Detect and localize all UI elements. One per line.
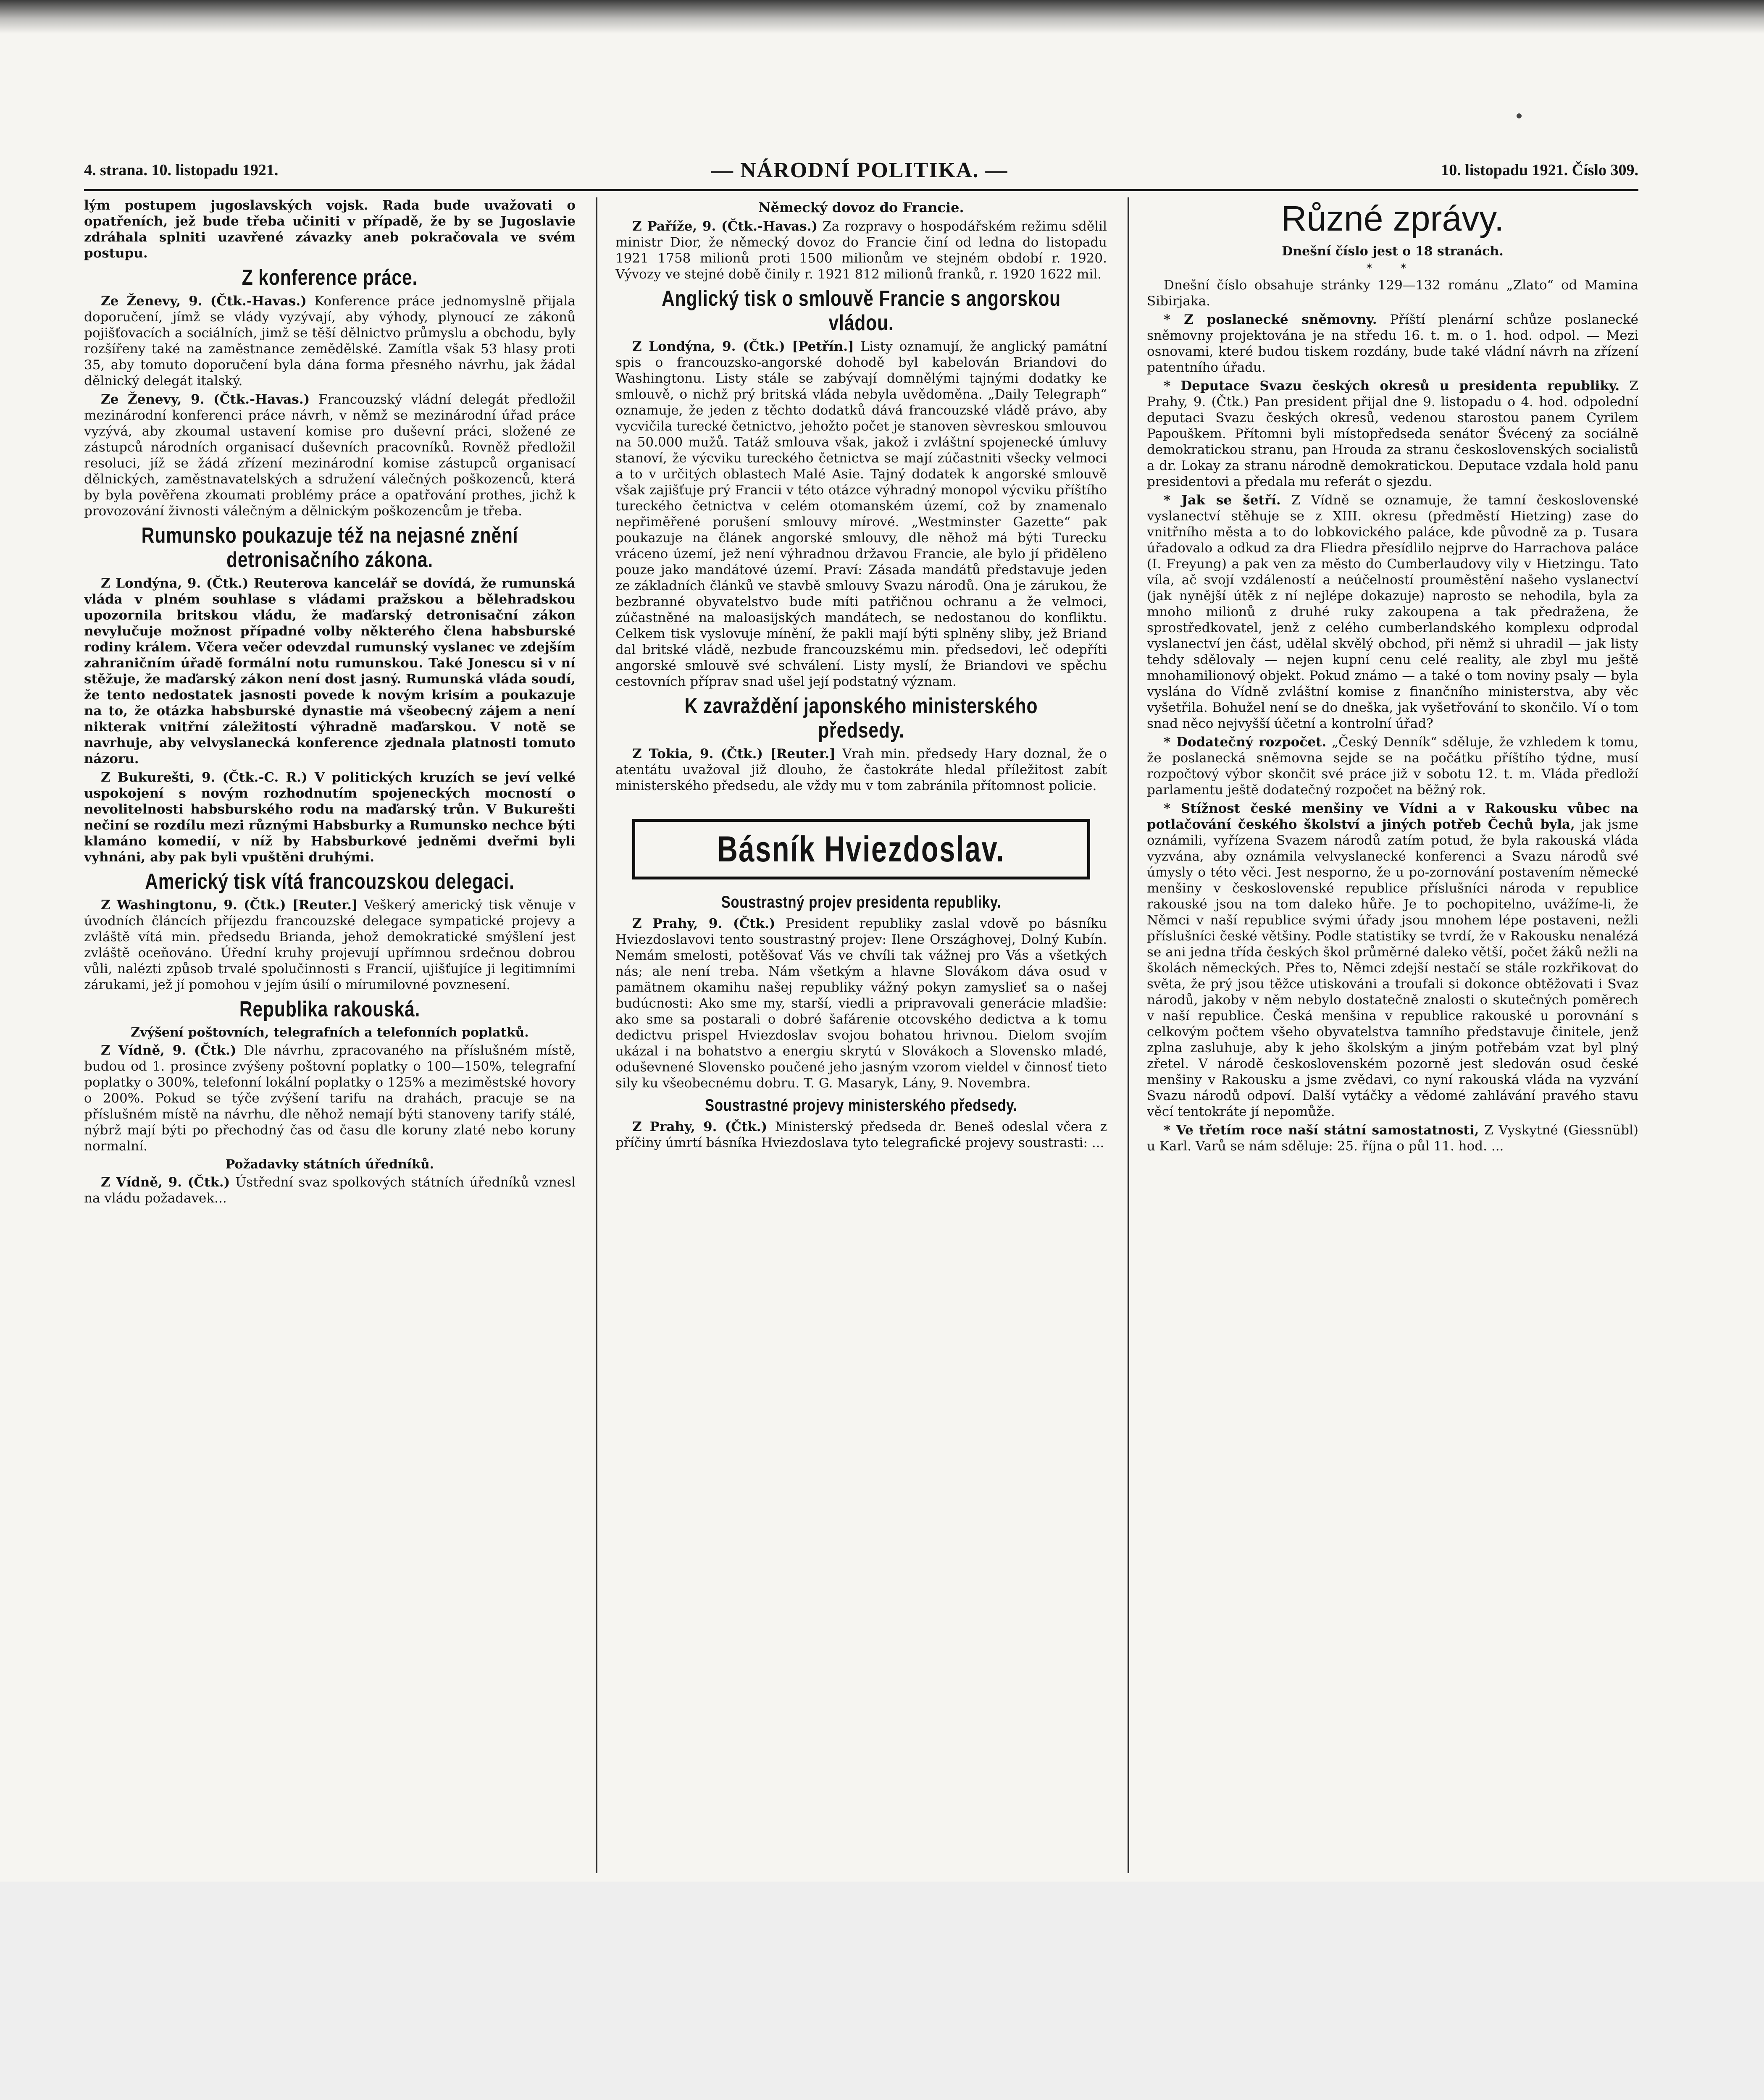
article-paragraph: Z Prahy, 9. (Čtk.) Ministerský předseda dr. Beneš odeslal včera z příčiny úmrtí básníka Hviezdoslava tyto telegrafické projevy soustrasti: ... bbox=[615, 1119, 1107, 1150]
continued-text: lým postupem jugoslavských vojsk. Rada bude uvažovati o opatřeních, jež bude třeba učiniti v případě, že by se Jugoslavie zdráhala splniti uzavřené závazky aneb pokračovala ve svém postupu. bbox=[84, 198, 576, 261]
subheadline: Zvýšení poštovních, telegrafních a telefonních poplatků. bbox=[131, 1025, 529, 1040]
column-1 bbox=[84, 197, 576, 1877]
page-header bbox=[84, 151, 1638, 191]
article-paragraph: Z Vídně, 9. (Čtk.) Ústřední svaz spolkových státních úředníků vznesl na vládu požadavek... bbox=[84, 1175, 576, 1206]
section-divider: * * bbox=[1366, 262, 1419, 275]
masthead: — NÁRODNÍ POLITIKA. — bbox=[711, 158, 1008, 182]
article-paragraph: Z Washingtonu, 9. (Čtk.) [Reuter.] Veškerý americký tisk věnuje v úvodních článcích příjezdu francouzské delegace sympatické projevy a zvláště vítá min. předsedu Brianda, jehož demokratické smýšlení jest zvláště oceňováno. Úřední kruhy projevují upřímnou srdečnou dobrou vůli, nalézti způsob trvalé spolučinnosti s Francií, ujišťujíce ji legitimními zárukami, jež jí pomohou v jejím úsilí o mírumilovné povznesení. bbox=[84, 898, 576, 992]
section-title-ruzne-zpravy: Různé zprávy. bbox=[1281, 199, 1504, 238]
article-paragraph: Z Londýna, 9. (Čtk.) [Petřín.] Listy oznamují, že anglický památní spis o francouzsko-angorské dohodě byl kabelován Briandovi do Washingtonu. Listy stále se zabývají domnělými tajnými dodatky ke smlouvě, o nichž prý britská vláda nebyla uvědoměna. „Daily Telegraph“ oznamuje, že jeden z těchto dodatků dává francouzské vládě právo, aby vycvičila turecké četnictvo, jehožto počet je stanoven sèvreskou smlouvou na 50.000 mužů. Tatáž smlouva však, jakož i zvláštní spojenecké úmluvy stanoví, že výcviku tureckého četnictva se mají zúčastniti všecky velmoci a to v určitých oblastech Malé Asie. Tajný dodatek k angorské smlouvě však zajišťuje prý Francii v této otázce výhradný monopol výcviku příštího tureckého četnictva v celém otomanském území, což by znamenalo nepřiměřené porušení smlouvy mírové. „Westminster Gazette“ pak poukazuje na článek angorské smlouvy, dle něhož má býti Turecku vráceno území, jež není výhradnou državou Francie, ale bylo jí přiděleno pouze jako mandátové území. Praví: Zásada mandátů představuje jeden ze základních článků ve stavbě smlouvy Svazu národů. Ona je zárukou, že bezbranné obyvatelstvo bude míti patřičnou ochranu a že velmoci, zúčastněné na maloasijských mandátech, se nedostanou do konfliktu. Celkem tisk vyslovuje mínění, že pakli mají býti splněny sliby, jež Briand dal britské vládě, nezbude francouzskému min. předsedovi, leč odepříti angorské smlouvě své schválení. Listy myslí, že Briandovi ve spěchu cestovních příprav snad ušel její podstatný význam. bbox=[615, 339, 1107, 689]
news-item: * Stížnost české menšiny ve Vídni a v Rakousku vůbec na potlačování českého školství a jiných potřeb Čechů byla, jak jsme oznámili, vyřízena Svazem národů zatím potud, že byla rakouská vláda vyzvána, aby oznámila velvyslanecké konferenci a Svazu národů své úmysly o této věci. Jest nesporno, že u po-zornování postavením německé menšiny v československé republice příslušníci národa v republice rakouské jsou na tom daleko hůře. Je to pochopitelno, uvážíme-li, že Němci v naší republice svými úřady jsou mnohem lépe postaveni, nežli příslušníci české většiny. Podle statistiky se tvrdí, že v Rakousku nenalézá se ani jedna třída českých škol průměrné daleko větší, počet žáků nežli na školách německých. Přes to, Němci zdejší nestačí se stále rozkřikovat do světa, že prý jsou těžce utiskováni a troufali si dokonce obtěžovati i Svaz národů, jakoby v něm nebylo dostatečně znalosti o skutečných poměrech v naší republice. Česká menšina v republice rakouské u porovnání s celkovým počtem všeho obyvatelstva tamního představuje činitele, jenž zplna zasluhuje, aby k jeho školským a jiným potřebám vzat byl plný zřetel. V národě československém pozorně jest sledován osud české menšiny v Rakousku a jsme zvědavi, co nyní rakouská vláda na vyzvání Svazu národů odpoví. Další vytáčky a vědomé zahlávání pravého stavu věcí tentokráte jí nepomůže. bbox=[1147, 801, 1638, 1119]
article-paragraph: Z Tokia, 9. (Čtk.) [Reuter.] Vrah min. předsedy Hary doznal, že o atentátu uvažoval již dlouho, že častokráte hledal příležitost zabít ministerského předsedu, ale vždy mu v tom zabránila přítomnost policie. bbox=[615, 746, 1107, 793]
news-item: * Ve třetím roce naší státní samostatnosti, Z Vyskytné (Giessnübl) u Karl. Varů se nám sděluje: 25. října o půl 11. hod. ... bbox=[1147, 1123, 1638, 1154]
boxed-headline-hviezdoslav: Básník Hviezdoslav. bbox=[632, 819, 1090, 879]
news-item: * Deputace Svazu českých okresů u presidenta republiky. Z Prahy, 9. (Čtk.) Pan president přijal dne 9. listopadu o 4. hod. odpolední deputaci Svazu českých okresů, vedenou starostou panem Cyrilem Papouškem. Přítomni byli místopředseda senátor Švécený za sociálně demokratickou stranu, pan Hrouda za stranu československých socialistů a dr. Lokay za stranu národně demokratickou. Deputace vzdala hold panu presidentovi a předala mu referát o sjezdu. bbox=[1147, 378, 1638, 489]
article-paragraph: Ze Ženevy, 9. (Čtk.-Havas.) Francouzský vládní delegát předložil mezinárodní konferenci práce návrh, v němž se mezinárodní úřad práce vyzývá, aby zkoumal ustavení komise pro duševní práci, složené ze zástupců národních organisací duševních pracovníků. Rovněž předložil resoluci, jíž se žádá zřízení mezinárodní komise zástupců organisací dělnických, zaměstnavatelských a sdružení válečných poškozenců, která by byla pověřena zkoumati problémy práce a opatřování prothes, jichž k provozování živnosti válečným a dělnickým poškozencům je třeba. bbox=[84, 392, 576, 519]
news-item: * Jak se šetří. Z Vídně se oznamuje, že tamní československé vyslanectví stěhuje se z XIII. okresu (předměstí Hietzing) zase do vnitřního města a to do lobkovického paláce, kde původně za p. Tusara úřadovalo a odkud za dra Fliedra přesídlilo nejprve do Harrachova paláce (I. Freyung) a pak ven za město do Cumberlaudovy vily v Hietzingu. Tato víla, ač svojí vzdáleností a neúčelností prouměstění našeho vyslanectví (jak nynější útěk z ní nejlépe dokazuje) naprosto se nehodila, byla za mnoho milionů z druhé ruky zakoupena a tak předražena, že sprostředkovatel, jenž z celého cumberlandského komplexu odprodal vyslanectví jen část, udělal skvělý obchod, při němž si uhradil — jak listy tehdy sdělovaly — nejen kupní cenu celé reality, ale zbyl mu ještě mnohamilionový objekt. Pokud známo — a také o tom noviny psaly — byla vyslána do Vídně zvláštní komise z finančního ministerstva, aby věc vyšetřila. Bohužel není se do dneška, jak vyšetřování to skončilo. Ví o tom snad něco nejvyšší účetní a kontrolní úřad? bbox=[1147, 493, 1638, 731]
article-paragraph: Z Bukurešti, 9. (Čtk.-C. R.) V politických kruzích se jeví velké uspokojení s novým rozhodnutím spojeneckých mocností o nevolitelnosti habsburského rodu na maďarský trůn. V Bukurešti nečiní se rozdílu mezi různými Habsburky a Rumunsko nechce býti klamáno komedií, v níž by Habsburkové jedněmi dveřmi byli vyhnáni, aby pak byli vpuštěni druhými. bbox=[84, 770, 576, 865]
scan-shadow bbox=[0, 0, 1764, 34]
column-2 bbox=[615, 197, 1107, 1877]
subheadline: Požadavky státních úředníků. bbox=[225, 1157, 434, 1172]
article-paragraph: Z Vídně, 9. (Čtk.) Dle návrhu, zpracovaného na příslušném místě, budou od 1. prosince zvýšeny poštovní poplatky o 100—150%, telegrafní poplatky o 300%, telefonní lokální poplatky o 125% a meziměstské hovory o 200%. Pokud se týče zvýšení tarifu na drahách, pracuje se na příslušném místě na návrhu, dle něhož nemají býti stanoveny tarify stálé, nýbrž mají býti po přechodný čas od času dle koruny zlaté nebo koruny normalní. bbox=[84, 1043, 576, 1154]
news-item: * Dodatečný rozpočet. „Český Denník“ sděluje, že vzhledem k tomu, že poslanecká sněmovna sejde se na počátku příštího týdne, musí rozpočtový výbor skončit své práce již v sobotu 12. t. m. Vláda předloží parlamentu ještě dodatečný rozpočet na běžný rok. bbox=[1147, 735, 1638, 798]
article-paragraph: Ze Ženevy, 9. (Čtk.-Havas.) Konference práce jednomyslně přijala doporučení, jímž se vlády vyzývají, aby výhody, plynoucí ze zákonů pojišťovacích a sociálních, jimž se těší dělnictvo průmyslu a obchodu, byly rozšířeny také na zaměstnance zemědělské. Zamítla však 53 hlasy proti 35, aby tomuto doporučení byla dána forma přesného návrhu, jak žádal dělnický delegát italský. bbox=[84, 294, 576, 388]
news-item: * Z poslanecké sněmovny. Příští plenární schůze poslanecké sněmovny projektována je na středu 16. t. m. o 1. hod. odpol. — Mezi osnovami, které budou tiskem rozdány, bude také vládní návrh na zřízení patentního úřadu. bbox=[1147, 312, 1638, 375]
headline-republika-rakouska: Republika rakouská. bbox=[239, 997, 421, 1021]
article-paragraph: Z Prahy, 9. (Čtk.) President republiky zaslal vdově po básníku Hviezdoslavovi tento soustrastný projev: Ilene Országhovej, Dolný Kubín. Nemám smelosti, potěšovať Vás ve chvíli tak vážnej pro Vás a všetkých nás; ale není treba. Nám všetkým a hlavne Slovákom dáva osud v pamätnem okamihu našej republiky vážný pokyn zamyslieť sa o našej budúcnosti: Ako sme my, starší, viedli a pripravovali generácie mladšie: ako sme sa postarali o dobré šafárenie otcovského dedictva a k tomu dedictvu prispel Hviezdoslav svojou bohatou hrivnou. Dielom svojím ukázal i na bohatstvo a energiu skrytú v Slovákoch a Slovensko mladé, oduševnené Slovensko poučené jeho jasným vzorom vieldel v činnosť tieto sily ku všeobecnému dobru. T. G. Masaryk, Lány, 9. Novembra. bbox=[615, 916, 1107, 1091]
headline-anglicky-tisk: Anglický tisk o smlouvě Francie s angorskou vládou. bbox=[662, 286, 1061, 335]
headline-projevy-predsedy: Soustrastné projevy ministerského předsedy. bbox=[705, 1096, 1017, 1115]
header-page-date: 4. strana. 10. listopadu 1921. bbox=[84, 161, 279, 179]
headline-rumunsko: Rumunsko poukazuje též na nejasné znění detronisačního zákona. bbox=[141, 523, 518, 572]
issue-note: Dnešní číslo jest o 18 stranách. bbox=[1282, 244, 1504, 259]
headline-projev-presidenta: Soustrastný projev presidenta republiky. bbox=[721, 893, 1002, 911]
column-rule bbox=[596, 197, 597, 1873]
scan-speck bbox=[1517, 113, 1522, 118]
column-3 bbox=[1147, 197, 1638, 1877]
column-rule bbox=[1128, 197, 1129, 1873]
article-paragraph: Z Paříže, 9. (Čtk.-Havas.) Za rozpravy o hospodářském režimu sdělil ministr Dior, že německý dovoz do Francie činí od ledna do listopadu 1921 1758 milionů proti 1500 milionům ve stejném období r. 1920. Vývozy ve stejné době činily r. 1921 812 milionů franků, r. 1920 1622 mil. bbox=[615, 219, 1107, 282]
headline-nemecky-dovoz: Německý dovoz do Francie. bbox=[758, 200, 964, 215]
headline-konference-prace: Z konference práce. bbox=[242, 265, 418, 290]
headline-americky-tisk: Americký tisk vítá francouzskou delegaci. bbox=[145, 869, 515, 894]
newspaper-page bbox=[84, 151, 1638, 1882]
header-issue: 10. listopadu 1921. Číslo 309. bbox=[1441, 161, 1638, 179]
headline-japonsky-predseda: K zavraždění japonského ministerského předsedy. bbox=[684, 694, 1038, 743]
news-item: Dnešní číslo obsahuje stránky 129—132 románu „Zlato“ od Mamina Sibirjaka. bbox=[1147, 278, 1638, 309]
article-paragraph: Z Londýna, 9. (Čtk.) Reuterova kancelář se dovídá, že rumunská vláda v plném souhlase s vládami pražskou a bělehradskou upozornila britskou vládu, že maďarský detronisační zákon nevylučuje možnost případné volby některého člena habsburské rodiny králem. Včera večer odevzdal rumunský vyslanec ve zdejším zahraničním úřadě formální notu rumunskou. Také Jonescu si v ní stěžuje, že maďarský zákon není dost jasný. Rumunská vláda soudí, že tento nedostatek jasnosti povede k novým krisím a poukazuje na to, že otázka habsburské dynastie má všeobecný zájem a není nikterak vnitřní záležitostí výhradně maďarskou. V notě se navrhuje, aby velvyslanecká konference zjednala platnosti tomuto názoru. bbox=[84, 576, 576, 766]
